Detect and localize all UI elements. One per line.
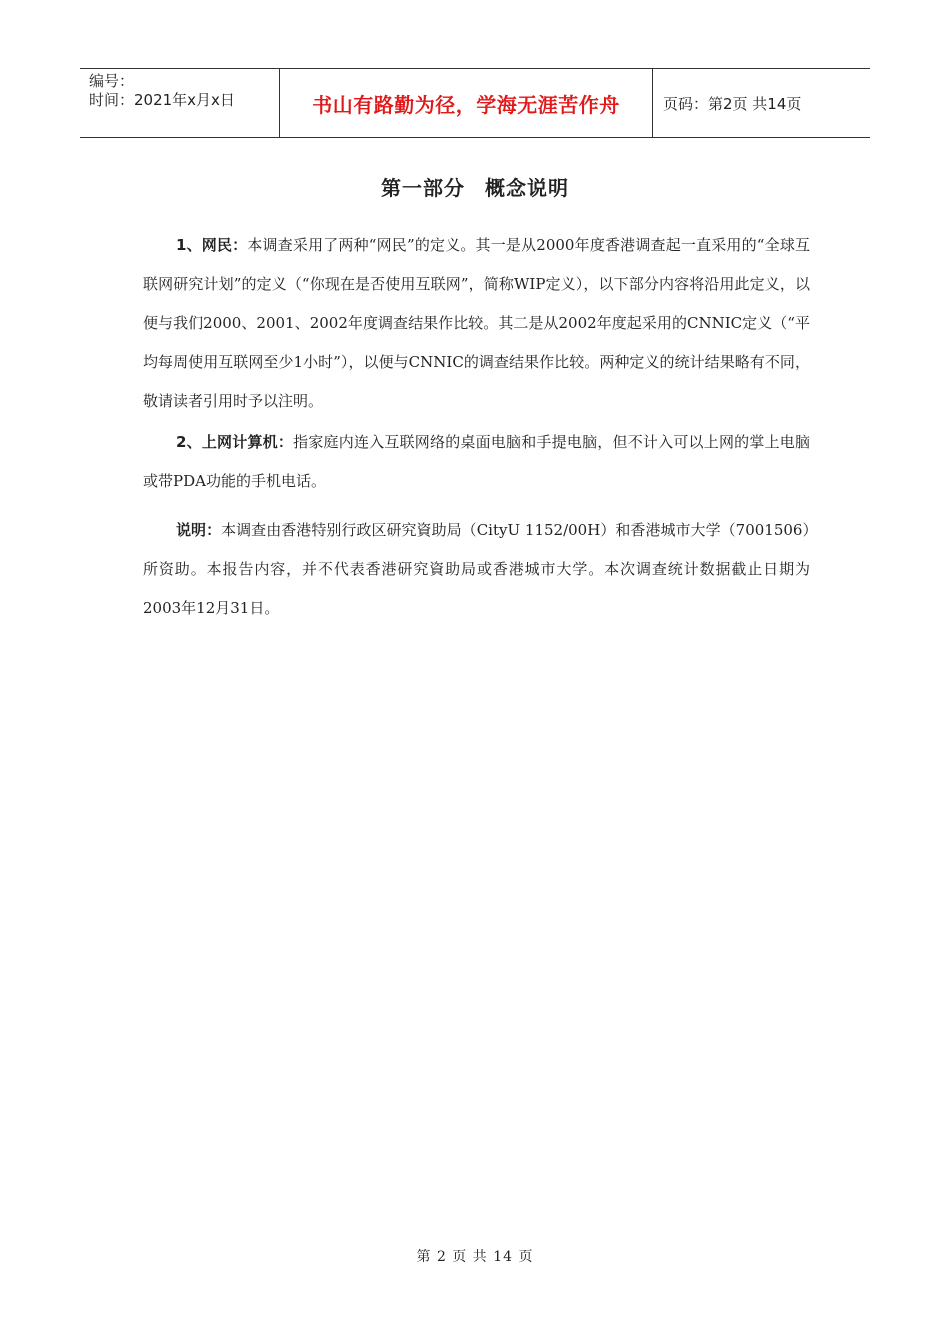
definition-text: 指家庭内连入互联网络的桌面电脑和手提电脑，但不计入可以上网的掌上电脑或带PDA功能的手机电话。 <box>143 433 810 490</box>
note-text: 本调查由香港特别行政区研究資助局（CityU 1152/00H）和香港城市大学（7001506）所资助。本报告内容，并不代表香港研究資助局或香港城市大学。本次调查统计数据截止日期为2003年12月31日。 <box>143 521 810 617</box>
number-label: 编号： <box>89 72 135 90</box>
header-page-info: 页码：第2页 共14页 <box>663 94 802 113</box>
document-body <box>143 226 810 628</box>
definition-lead: 2、上网计算机： <box>176 433 294 451</box>
definition-netizen <box>143 226 810 421</box>
header-motto: 书山有路勤为径，学海无涯苦作舟 <box>280 69 653 137</box>
note-lead: 说明： <box>176 521 222 539</box>
definition-text: 本调查采用了两种“网民”的定义。其一是从2000年度香港调查起一直采用的“全球互联网研究计划”的定义（“你现在是否使用互联网”，简称WIP定义），以下部分内容将沿用此定义，以便与我们2000、2001、2002年度调查结果作比较。其二是从2002年度起采用的CNNIC定义（“平均每周使用互联网至少1小时”），以便与CNNIC的调查结果作比较。两种定义的统计结果略有不同，敬请读者引用时予以注明。 <box>143 236 811 410</box>
page-header <box>80 68 870 138</box>
section-part: 第一部分 <box>381 176 465 200</box>
definition-computer <box>143 423 810 501</box>
funding-note <box>143 511 810 628</box>
definition-lead: 1、网民： <box>176 236 248 254</box>
time-label: 时间：2021年x月x日 <box>89 91 235 109</box>
page-footer: 第 2 页 共 14 页 <box>416 1249 534 1265</box>
section-name: 概念说明 <box>485 176 569 200</box>
section-title <box>0 172 950 201</box>
header-meta <box>80 69 280 137</box>
